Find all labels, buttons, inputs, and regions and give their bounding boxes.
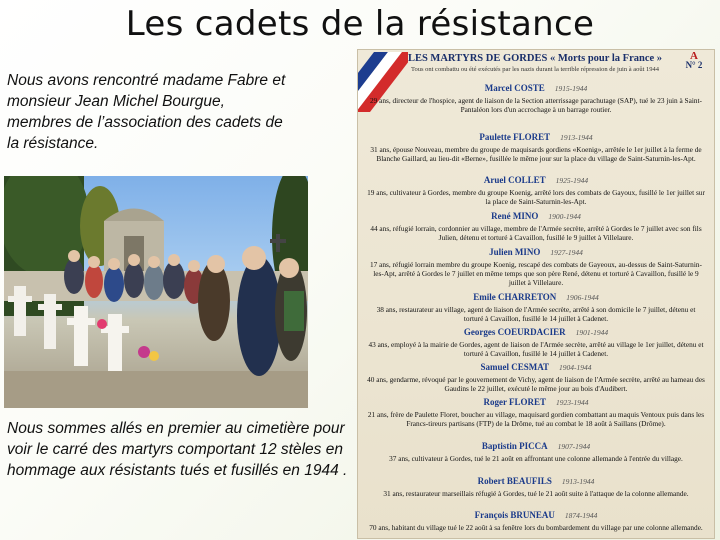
- badge-number: N° 2: [685, 60, 703, 70]
- martyr-description: 70 ans, habitant du village tué le 22 août à sa fenêtre lors du bombardement du village par une colonne allemande.: [369, 523, 703, 532]
- martyr-years: 1907-1944: [557, 442, 591, 451]
- martyr-description: 38 ans, restaurateur au village, agent de liaison de l'Armée secrète, arrêté à son domicile le 7 juillet, détenu et torturé à Cavaillon, fusillé le 14 juillet à Cadenet.: [376, 305, 696, 324]
- slide-title: Les cadets de la résistance: [125, 4, 595, 44]
- martyr-name: Paulette FLORET: [479, 132, 551, 142]
- martyr-years: 1906-1944: [566, 293, 599, 302]
- martyr-name: Marcel COSTE: [484, 83, 545, 93]
- martyr-name: Julien MINO: [489, 247, 541, 257]
- martyr-entry: [366, 242, 706, 288]
- martyr-years: 1904-1944: [559, 363, 592, 372]
- martyr-name: Robert BEAUFILS: [477, 476, 552, 486]
- martyr-years: 1923-1944: [556, 398, 589, 407]
- martyr-description: 31 ans, restaurateur marseillais réfugié à Gordes, tué le 21 août suite à l'attaque de la colonne allemande.: [383, 489, 689, 498]
- martyr-name: Georges COEURDACIER: [463, 327, 566, 337]
- martyr-entry: [366, 322, 706, 358]
- plaque-number-badge: [682, 52, 706, 70]
- martyr-description: 29 ans, directeur de l'hospice, agent de liaison de la Section atterrissage parachutage (SAP), tué le 23 juin à Saint-Pantaléon lors d'un accrochage à un barrage routier.: [369, 96, 702, 115]
- plaque-subheading: Tous ont combattu ou été exécutés par les nazis durant la terrible répression de juin à août 1944: [410, 66, 660, 73]
- martyr-name: Baptistin PICCA: [481, 441, 548, 451]
- martyr-description: 40 ans, gendarme, révoqué par le gouvernement de Vichy, agent de liaison de l'Armée secrète, arrêté au hameau des Gaudins le 22 juillet, exécuté le même jour au bois d'Audibert.: [367, 375, 705, 394]
- badge-mark: A: [690, 50, 698, 62]
- martyr-description: 19 ans, cultivateur à Gordes, membre du groupe Koenig, arrêté lors des combats de Gayoux, fusillé le 1er juillet sur la place de Saint-Saturnin-les-Apt.: [367, 188, 705, 207]
- martyr-name: René MINO: [491, 211, 539, 221]
- martyr-description: 21 ans, frère de Paulette Floret, boucher au village, maquisard gordien combattant au maquis Ventoux puis dans les Francs-tireurs partisans (FTP) de la Drôme, tué au combat le 18 août à Saillans (Drôme).: [367, 410, 705, 429]
- cemetery-photo-illustration: [4, 176, 308, 408]
- martyr-description: 43 ans, employé à la mairie de Gordes, agent de liaison de l'Armée secrète, arrêté au village le 1er juillet, détenu et torturé à Cavaillon, fusillé le 14 juillet à Cadenet.: [368, 340, 704, 359]
- martyr-years: 1901-1944: [575, 328, 609, 337]
- martyr-name: Aruel COLLET: [483, 175, 546, 185]
- martyr-description: 31 ans, épouse Nouveau, membre du groupe de maquisards gordiens «Koenig», arrêtée le 1er juillet à la ferme de Blanche Gaillard, au lieu-dit «Berne», fusillée le même jour sur la place du village de Saint-Saturnin-les-Apt.: [370, 145, 702, 164]
- martyr-name: François BRUNEAU: [474, 510, 555, 520]
- martyr-years: 1874-1944: [564, 511, 598, 520]
- outro-text: Nous sommes allés en premier au cimetière pour voir le carré des martyrs comportant 12 stèles en hommage aux résistants tués et fusillés en 1944 .: [7, 420, 348, 479]
- martyr-entry: [366, 287, 706, 323]
- martyr-entry: [366, 392, 706, 428]
- martyr-entry: [366, 505, 706, 532]
- intro-text: Nous avons rencontré madame Fabre et monsieur Jean Michel Bourgue, membres de l’association des cadets de la résistance.: [7, 72, 286, 152]
- martyr-years: 1913-1944: [560, 133, 593, 142]
- martyr-entry: [366, 127, 706, 163]
- martyr-entry: [366, 471, 706, 498]
- martyr-description: 37 ans, cultivateur à Gordes, tué le 21 août en affrontant une colonne allemande à l'entrée du village.: [389, 454, 683, 463]
- cemetery-photo: [4, 176, 308, 408]
- martyr-entry: [366, 170, 706, 206]
- martyr-entry: [366, 436, 706, 463]
- martyr-entry: [366, 357, 706, 393]
- martyr-entry: [366, 78, 706, 114]
- martyr-entry: [366, 206, 706, 242]
- martyr-name: Samuel CESMAT: [480, 362, 550, 372]
- martyr-description: 17 ans, réfugié lorrain membre du groupe Koenig, rescapé des combats de Gayeoux, au-dessus de Saint-Saturnin-les-Apt, arrêté à Gordes le 7 juillet en même temps que son père René, détenu et torturé à Cavaillon, fusillé le 9 juillet à Villelaure.: [370, 260, 702, 288]
- martyrs-plaque: [358, 50, 714, 538]
- martyr-years: 1915-1944: [554, 84, 588, 93]
- martyr-description: 44 ans, réfugié lorrain, cordonnier au village, membre de l'Armée secrète, arrêté à Gordes le 7 juillet avec son fils Julien, détenu et torturé à Cavaillon, fusillé le 9 juillet à Villelaure.: [370, 224, 702, 243]
- martyr-years: 1900-1944: [548, 212, 581, 221]
- martyr-name: Emile CHARRETON: [473, 292, 557, 302]
- martyr-years: 1927-1944: [550, 248, 583, 257]
- martyr-years: 1913-1944: [561, 477, 595, 486]
- plaque-heading: LES MARTYRS DE GORDES « Morts pour la France »: [407, 53, 663, 64]
- martyr-name: Roger FLORET: [483, 397, 547, 407]
- martyr-years: 1925-1944: [555, 176, 589, 185]
